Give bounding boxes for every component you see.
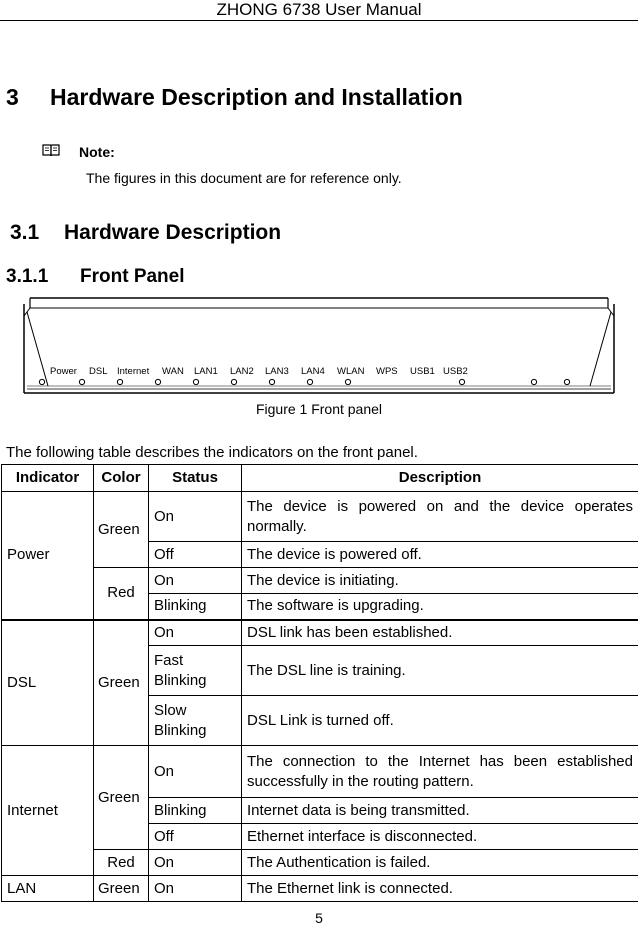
- color-cell: Green: [94, 746, 149, 850]
- led-indicator: [564, 379, 569, 384]
- description-cell: The Ethernet link is connected.: [242, 876, 638, 902]
- chapter-number: 3: [6, 84, 19, 110]
- led-indicator: [307, 379, 312, 384]
- panel-label-wps: WPS: [376, 366, 398, 377]
- section-number: 3.1: [10, 221, 40, 244]
- panel-outline: [24, 298, 614, 393]
- table-row: [2, 568, 638, 594]
- panel-label-lan4: LAN4: [301, 366, 325, 377]
- status-cell: On: [149, 876, 242, 902]
- table-header-row: [2, 465, 638, 492]
- figure-caption: Figure 1 Front panel: [255, 401, 383, 417]
- subsection-title: Front Panel: [80, 266, 185, 287]
- panel-label-internet: Internet: [117, 366, 150, 377]
- panel-leds: [39, 379, 569, 384]
- status-cell: On: [149, 746, 242, 798]
- led-indicator: [193, 379, 198, 384]
- panel-label-wan: WAN: [162, 366, 184, 377]
- chapter-title: Hardware Description and Installation: [50, 84, 463, 110]
- status-cell: [149, 696, 242, 746]
- panel-label-usb1: USB1: [410, 366, 435, 377]
- panel-label-wlan: WLAN: [337, 366, 365, 377]
- description-cell: The device is powered on and the device operates normally.: [242, 492, 638, 542]
- led-indicator: [39, 379, 44, 384]
- intro-paragraph: The following table describes the indicators on the front panel.: [6, 444, 418, 461]
- front-panel-image: [22, 296, 616, 396]
- status-cell: Off: [149, 824, 242, 850]
- indicator-cell: Internet: [2, 746, 94, 876]
- description-cell: The DSL line is training.: [242, 646, 638, 696]
- table-row: [2, 746, 638, 798]
- panel-label-dsl: DSL: [89, 366, 108, 377]
- status-line: Fast: [154, 651, 184, 669]
- status-cell: On: [149, 568, 242, 594]
- book-icon: [42, 143, 60, 157]
- section-title: Hardware Description: [64, 221, 282, 244]
- description-cell: Ethernet interface is disconnected.: [242, 824, 638, 850]
- color-cell: Green: [94, 876, 149, 902]
- header-color: Color: [94, 465, 149, 492]
- led-indicator: [531, 379, 536, 384]
- table-row: [2, 620, 638, 646]
- led-indicator: [155, 379, 160, 384]
- panel-label-lan3: LAN3: [265, 366, 289, 377]
- description-cell: The Authentication is failed.: [242, 850, 638, 876]
- panel-labels: [50, 366, 468, 377]
- led-indicator: [269, 379, 274, 384]
- status-cell: Off: [149, 542, 242, 568]
- color-cell: Green: [94, 492, 149, 568]
- header-status: Status: [149, 465, 242, 492]
- description-cell: The software is upgrading.: [242, 594, 638, 620]
- status-cell: [149, 646, 242, 696]
- table-row: [2, 492, 638, 542]
- header-rule: [0, 20, 638, 21]
- description-cell: The connection to the Internet has been established successfully in the routing pattern.: [242, 746, 638, 798]
- status-line: Slow: [154, 701, 187, 719]
- panel-label-lan1: LAN1: [194, 366, 218, 377]
- led-indicator: [79, 379, 84, 384]
- panel-label-usb2: USB2: [443, 366, 468, 377]
- panel-label-power: Power: [50, 366, 77, 377]
- section-heading: [10, 220, 281, 245]
- color-cell: Red: [94, 568, 149, 620]
- table-row: [2, 850, 638, 876]
- color-cell: Red: [94, 850, 149, 876]
- header-indicator: Indicator: [2, 465, 94, 492]
- subsection-number: 3.1.1: [6, 266, 49, 287]
- header-description: Description: [242, 465, 638, 492]
- description-cell: DSL Link is turned off.: [242, 696, 638, 746]
- chapter-heading: [6, 83, 463, 111]
- led-indicator: [345, 379, 350, 384]
- led-indicator: [459, 379, 464, 384]
- note-label: Note:: [79, 144, 115, 160]
- panel-label-lan2: LAN2: [230, 366, 254, 377]
- status-cell: Blinking: [149, 798, 242, 824]
- color-cell: Green: [94, 620, 149, 746]
- status-cell: On: [149, 492, 242, 542]
- status-line: Blinking: [154, 671, 207, 689]
- description-cell: The device is initiating.: [242, 568, 638, 594]
- status-cell: On: [149, 620, 242, 646]
- note-text: The figures in this document are for reference only.: [86, 170, 402, 186]
- indicator-cell: LAN: [2, 876, 94, 902]
- led-indicator: [231, 379, 236, 384]
- led-indicator: [117, 379, 122, 384]
- subsection-heading: [6, 266, 185, 288]
- description-cell: DSL link has been established.: [242, 620, 638, 646]
- status-cell: On: [149, 850, 242, 876]
- indicator-cell: DSL: [2, 620, 94, 746]
- description-cell: Internet data is being transmitted.: [242, 798, 638, 824]
- status-line: Blinking: [154, 721, 207, 739]
- page-number: 5: [315, 910, 323, 926]
- status-cell: Blinking: [149, 594, 242, 620]
- indicator-cell: Power: [2, 492, 94, 620]
- description-cell: The device is powered off.: [242, 542, 638, 568]
- running-header: ZHONG 6738 User Manual: [216, 0, 422, 19]
- table-row: [2, 876, 638, 902]
- indicator-table: [1, 464, 638, 902]
